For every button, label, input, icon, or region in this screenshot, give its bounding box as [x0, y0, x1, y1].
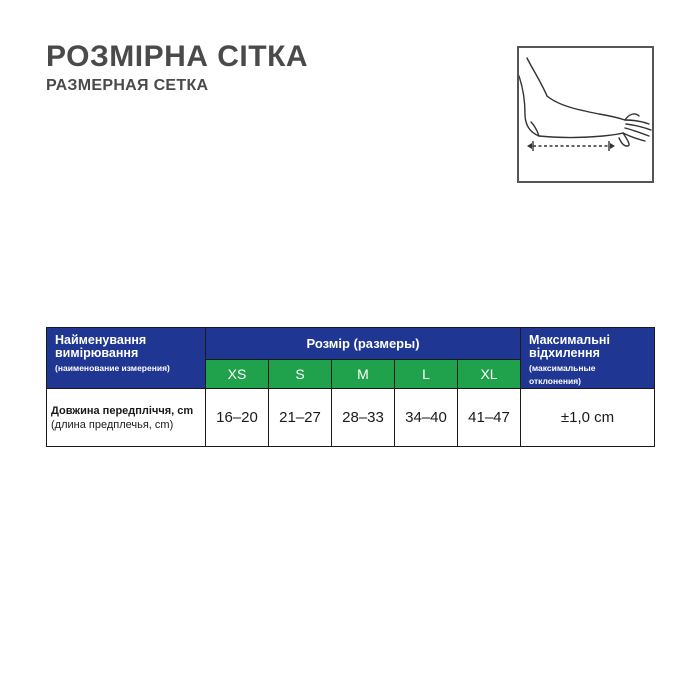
size-label-l: L — [395, 359, 458, 388]
value-cell-l: 34–40 — [395, 389, 458, 447]
deviation-value: ±1,0 cm — [521, 389, 655, 447]
value-cell-s: 21–27 — [269, 389, 332, 447]
header-row-top — [47, 328, 655, 360]
deviation-header-sublabel: (максимальные отклонения) — [529, 363, 596, 386]
measurement-header-cell — [47, 328, 206, 389]
value-cell-xs: 16–20 — [206, 389, 269, 447]
value-cell-xl: 41–47 — [458, 389, 521, 447]
value-cell-m: 28–33 — [332, 389, 395, 447]
measurement-name-sub: (длина предплечья, cm) — [51, 418, 174, 431]
page-title: РОЗМІРНА СІТКА — [46, 40, 309, 73]
size-label-s: S — [269, 359, 332, 388]
forearm-measurement-illustration — [517, 46, 654, 183]
deviation-header-cell — [521, 328, 655, 389]
page-subtitle: РАЗМЕРНАЯ СЕТКА — [46, 77, 209, 94]
table-row — [47, 389, 655, 447]
measurement-name-cell — [47, 389, 206, 447]
size-label-xl: XL — [458, 359, 521, 388]
size-header-cell — [206, 328, 521, 360]
size-header-label: Розмір — [306, 335, 350, 351]
measurement-header-label: Найменування вимірювання — [55, 333, 147, 360]
size-label-xs: XS — [206, 359, 269, 388]
size-header-sublabel: (размеры) — [353, 335, 420, 351]
deviation-header-label: Максимальні відхилення — [529, 333, 610, 360]
size-label-m: M — [332, 359, 395, 388]
forearm-measurement-icon — [519, 48, 652, 181]
measurement-header-sublabel: (наименование измерения) — [55, 363, 170, 373]
size-chart-table — [46, 327, 655, 447]
measurement-name: Довжина передпліччя, cm — [51, 404, 194, 417]
